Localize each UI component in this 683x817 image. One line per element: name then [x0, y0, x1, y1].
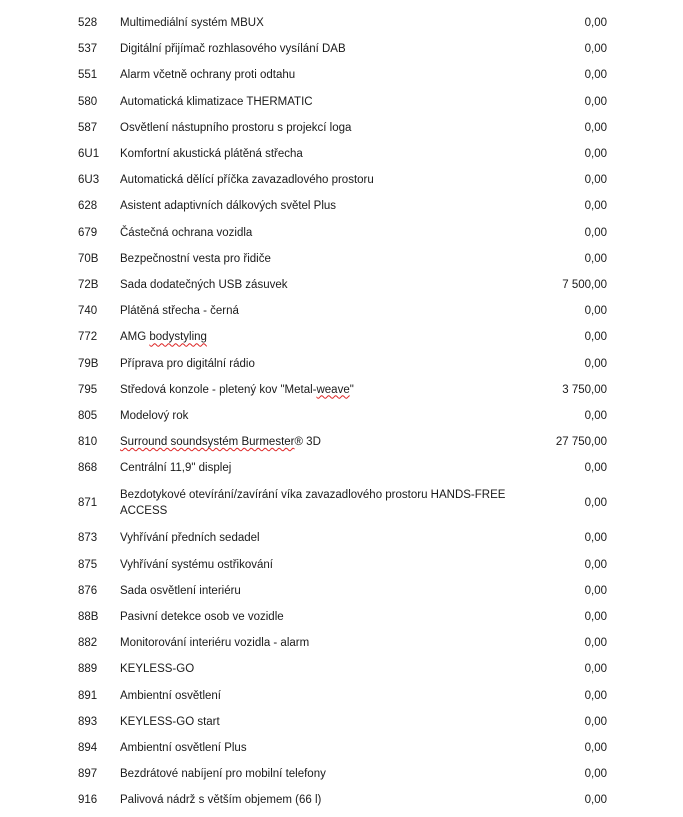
description-text: ® 3D [294, 436, 321, 449]
option-code: 805 [78, 409, 98, 422]
table-row [0, 141, 683, 167]
option-code: 6U3 [78, 174, 100, 187]
option-code: 916 [78, 794, 98, 807]
description-text: " [349, 383, 354, 396]
option-code: 868 [78, 462, 98, 475]
option-description: Automatická dělící příčka zavazadlového prostoru [120, 174, 374, 187]
option-price: 0,00 [584, 689, 607, 702]
option-price: 0,00 [584, 558, 607, 571]
option-code: 810 [78, 436, 98, 449]
table-row [0, 761, 683, 787]
option-price: 0,00 [584, 17, 607, 30]
description-text: AMG [120, 331, 150, 344]
option-price: 0,00 [584, 331, 607, 344]
option-description: Palivová nádrž s větším objemem (66 l) [120, 794, 322, 807]
option-code: 873 [78, 532, 98, 545]
option-price: 0,00 [584, 768, 607, 781]
table-row [0, 604, 683, 630]
option-code: 88B [78, 611, 99, 624]
table-row [0, 429, 683, 455]
option-price: 7 500,00 [562, 278, 607, 291]
option-price: 0,00 [584, 121, 607, 134]
table-row [0, 377, 683, 403]
table-row [0, 578, 683, 604]
option-description: Komfortní akustická plátěná střecha [120, 148, 303, 161]
option-description: Automatická klimatizace THERMATIC [120, 95, 313, 108]
option-description: Asistent adaptivních dálkových světel Plus [120, 200, 337, 213]
table-row [0, 89, 683, 115]
option-code: 528 [78, 17, 98, 30]
option-description: Osvětlení nástupního prostoru s projekcí loga [120, 121, 352, 134]
option-price: 0,00 [584, 148, 607, 161]
option-code: 72B [78, 278, 99, 291]
table-row [0, 36, 683, 62]
option-code: 897 [78, 768, 98, 781]
option-code: 893 [78, 715, 98, 728]
option-code: 871 [78, 497, 98, 510]
option-description: Bezpečnostní vesta pro řidiče [120, 252, 271, 265]
table-row [0, 683, 683, 709]
option-code: 79B [78, 357, 99, 370]
option-description: KEYLESS-GO start [120, 715, 220, 728]
option-description: Modelový rok [120, 409, 189, 422]
option-price: 0,00 [584, 305, 607, 318]
table-row [0, 630, 683, 656]
spellcheck-flagged-text: weave [316, 383, 350, 396]
table-row [0, 220, 683, 246]
table-row [0, 525, 683, 551]
option-description: Bezdotykové otevírání/zavírání víka zavazadlového prostoru HANDS-FREE ACCESS [120, 489, 506, 518]
table-row [0, 403, 683, 429]
option-price: 0,00 [584, 226, 607, 239]
option-code: 875 [78, 558, 98, 571]
table-row [0, 709, 683, 735]
option-description: Vyhřívání předních sedadel [120, 532, 260, 545]
option-code: 551 [78, 69, 98, 82]
option-price: 0,00 [584, 69, 607, 82]
table-row [0, 481, 683, 525]
option-code: 891 [78, 689, 98, 702]
table-row [0, 272, 683, 298]
spellcheck-flagged-text: bodystyling [149, 331, 207, 344]
spellcheck-flagged-text: Surround soundsystém Burmester [120, 436, 295, 449]
table-row [0, 167, 683, 193]
table-row [0, 193, 683, 219]
option-price: 0,00 [584, 611, 607, 624]
description-text: Středová konzole - pletený kov "Metal- [120, 383, 317, 396]
option-code: 628 [78, 200, 98, 213]
option-price: 0,00 [584, 357, 607, 370]
option-price: 0,00 [584, 715, 607, 728]
option-price: 0,00 [584, 409, 607, 422]
option-code: 795 [78, 383, 98, 396]
option-price: 0,00 [584, 95, 607, 108]
option-code: 876 [78, 584, 98, 597]
option-code: 537 [78, 43, 98, 56]
option-code: 894 [78, 741, 98, 754]
option-price: 27 750,00 [555, 436, 607, 449]
table-row [0, 62, 683, 88]
table-row [0, 735, 683, 761]
option-price: 0,00 [584, 497, 607, 510]
option-code: 6U1 [78, 148, 100, 161]
option-price: 0,00 [584, 741, 607, 754]
option-price: 0,00 [584, 252, 607, 265]
option-description: Multimediální systém MBUX [120, 17, 264, 30]
option-description: Sada osvětlení interiéru [120, 584, 241, 597]
table-row [0, 115, 683, 141]
option-price: 0,00 [584, 174, 607, 187]
option-description: Vyhřívání systému ostřikování [120, 558, 273, 571]
option-description [120, 434, 515, 450]
option-code: 70B [78, 252, 99, 265]
option-code: 679 [78, 226, 98, 239]
option-price: 3 750,00 [562, 383, 607, 396]
option-price: 0,00 [584, 637, 607, 650]
option-price: 0,00 [584, 794, 607, 807]
option-code: 889 [78, 663, 98, 676]
option-description: Částečná ochrana vozidla [120, 226, 253, 239]
option-description: KEYLESS-GO [120, 663, 195, 676]
equipment-table [0, 10, 683, 813]
option-code: 580 [78, 95, 98, 108]
option-code: 882 [78, 637, 98, 650]
option-description: Ambientní osvětlení Plus [120, 741, 247, 754]
option-price: 0,00 [584, 584, 607, 597]
option-description: Bezdrátové nabíjení pro mobilní telefony [120, 768, 326, 781]
table-row [0, 246, 683, 272]
option-price: 0,00 [584, 663, 607, 676]
table-row [0, 324, 683, 350]
option-price: 0,00 [584, 532, 607, 545]
option-description: Monitorování interiéru vozidla - alarm [120, 637, 310, 650]
option-code: 772 [78, 331, 98, 344]
option-price: 0,00 [584, 462, 607, 475]
table-row [0, 656, 683, 682]
option-description: Plátěná střecha - černá [120, 305, 239, 318]
option-price: 0,00 [584, 200, 607, 213]
table-row [0, 455, 683, 481]
option-description: Digitální přijímač rozhlasového vysílání DAB [120, 43, 346, 56]
table-row [0, 787, 683, 813]
option-description: Ambientní osvětlení [120, 689, 222, 702]
option-description: Sada dodatečných USB zásuvek [120, 278, 288, 291]
option-description: Pasivní detekce osob ve vozidle [120, 611, 284, 624]
option-code: 587 [78, 121, 98, 134]
table-row [0, 10, 683, 36]
table-row [0, 552, 683, 578]
option-description: Alarm včetně ochrany proti odtahu [120, 69, 296, 82]
option-code: 740 [78, 305, 98, 318]
option-price: 0,00 [584, 43, 607, 56]
option-description: Příprava pro digitální rádio [120, 357, 255, 370]
option-description [120, 382, 515, 398]
option-description [120, 329, 515, 345]
option-description: Centrální 11,9" displej [120, 462, 232, 475]
table-row [0, 350, 683, 376]
table-row [0, 298, 683, 324]
